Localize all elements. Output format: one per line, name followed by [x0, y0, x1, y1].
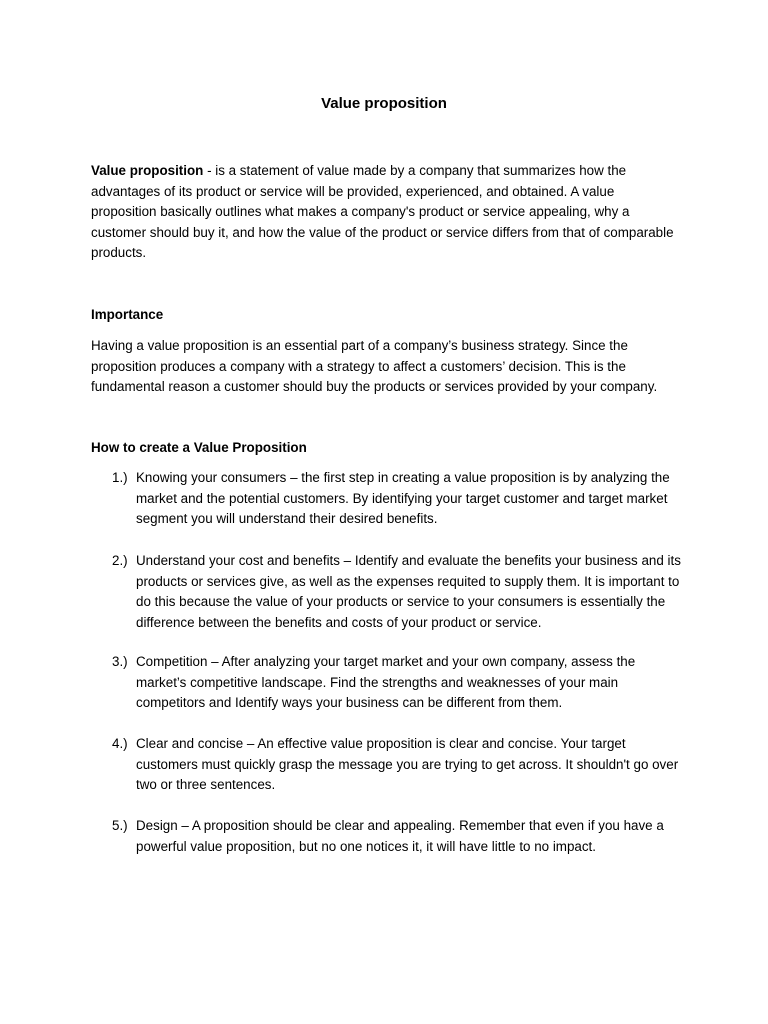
definition-text: - is a statement of value made by a company that summarizes how the advantages of its product or service will be provided, experienced, and obtained. A value proposition basically outlines what makes a company's product or service appealing, why a customer should buy it, and how the value of the product or service differs from that of comparable products. [91, 163, 674, 261]
list-item-text: Clear and concise – An effective value proposition is clear and concise. Your target customers must quickly grasp the message you are trying to get across. It shouldn't go over two or three sentences. [136, 736, 679, 793]
importance-paragraph: Having a value proposition is an essential part of a company’s business strategy. Since the proposition produces a company with a strategy to affect a customers’ decision. This is the fundamental reason a customer should buy the products or services provided by your company. [91, 338, 658, 395]
document-title: Value proposition [321, 95, 447, 112]
list-item-text: Competition – After analyzing your target market and your own company, assess the market’s competitive landscape. Find the strengths and weaknesses of your main competitors and Identify ways your business can be different from them. [136, 654, 636, 711]
list-item-number: 3.) [112, 654, 128, 669]
how-to-heading: How to create a Value Proposition [91, 440, 307, 455]
definition-paragraph [91, 161, 681, 264]
list-item-text: Knowing your consumers – the first step in creating a value proposition is by analyzing the market and the potential customers. By identifying your target customer and target market segment you will understand their desired benefits. [136, 470, 670, 527]
list-item-number: 1.) [112, 470, 128, 485]
importance-heading: Importance [91, 307, 164, 322]
list-item-text: Design – A proposition should be clear and appealing. Remember that even if you have a powerful value proposition, but no one notices it, it will have little to no impact. [136, 818, 664, 854]
list-item-number: 5.) [112, 818, 128, 833]
definition-term: Value proposition [91, 163, 204, 178]
list-item-text: Understand your cost and benefits – Identify and evaluate the benefits your business and its products or services give, as well as the expenses requited to supply them. It is important to do this because the value of your products or service to your consumers is essentially the difference between the benefits and costs of your product or service. [136, 553, 681, 630]
list-item-number: 2.) [112, 553, 128, 568]
list-item-number: 4.) [112, 736, 128, 751]
